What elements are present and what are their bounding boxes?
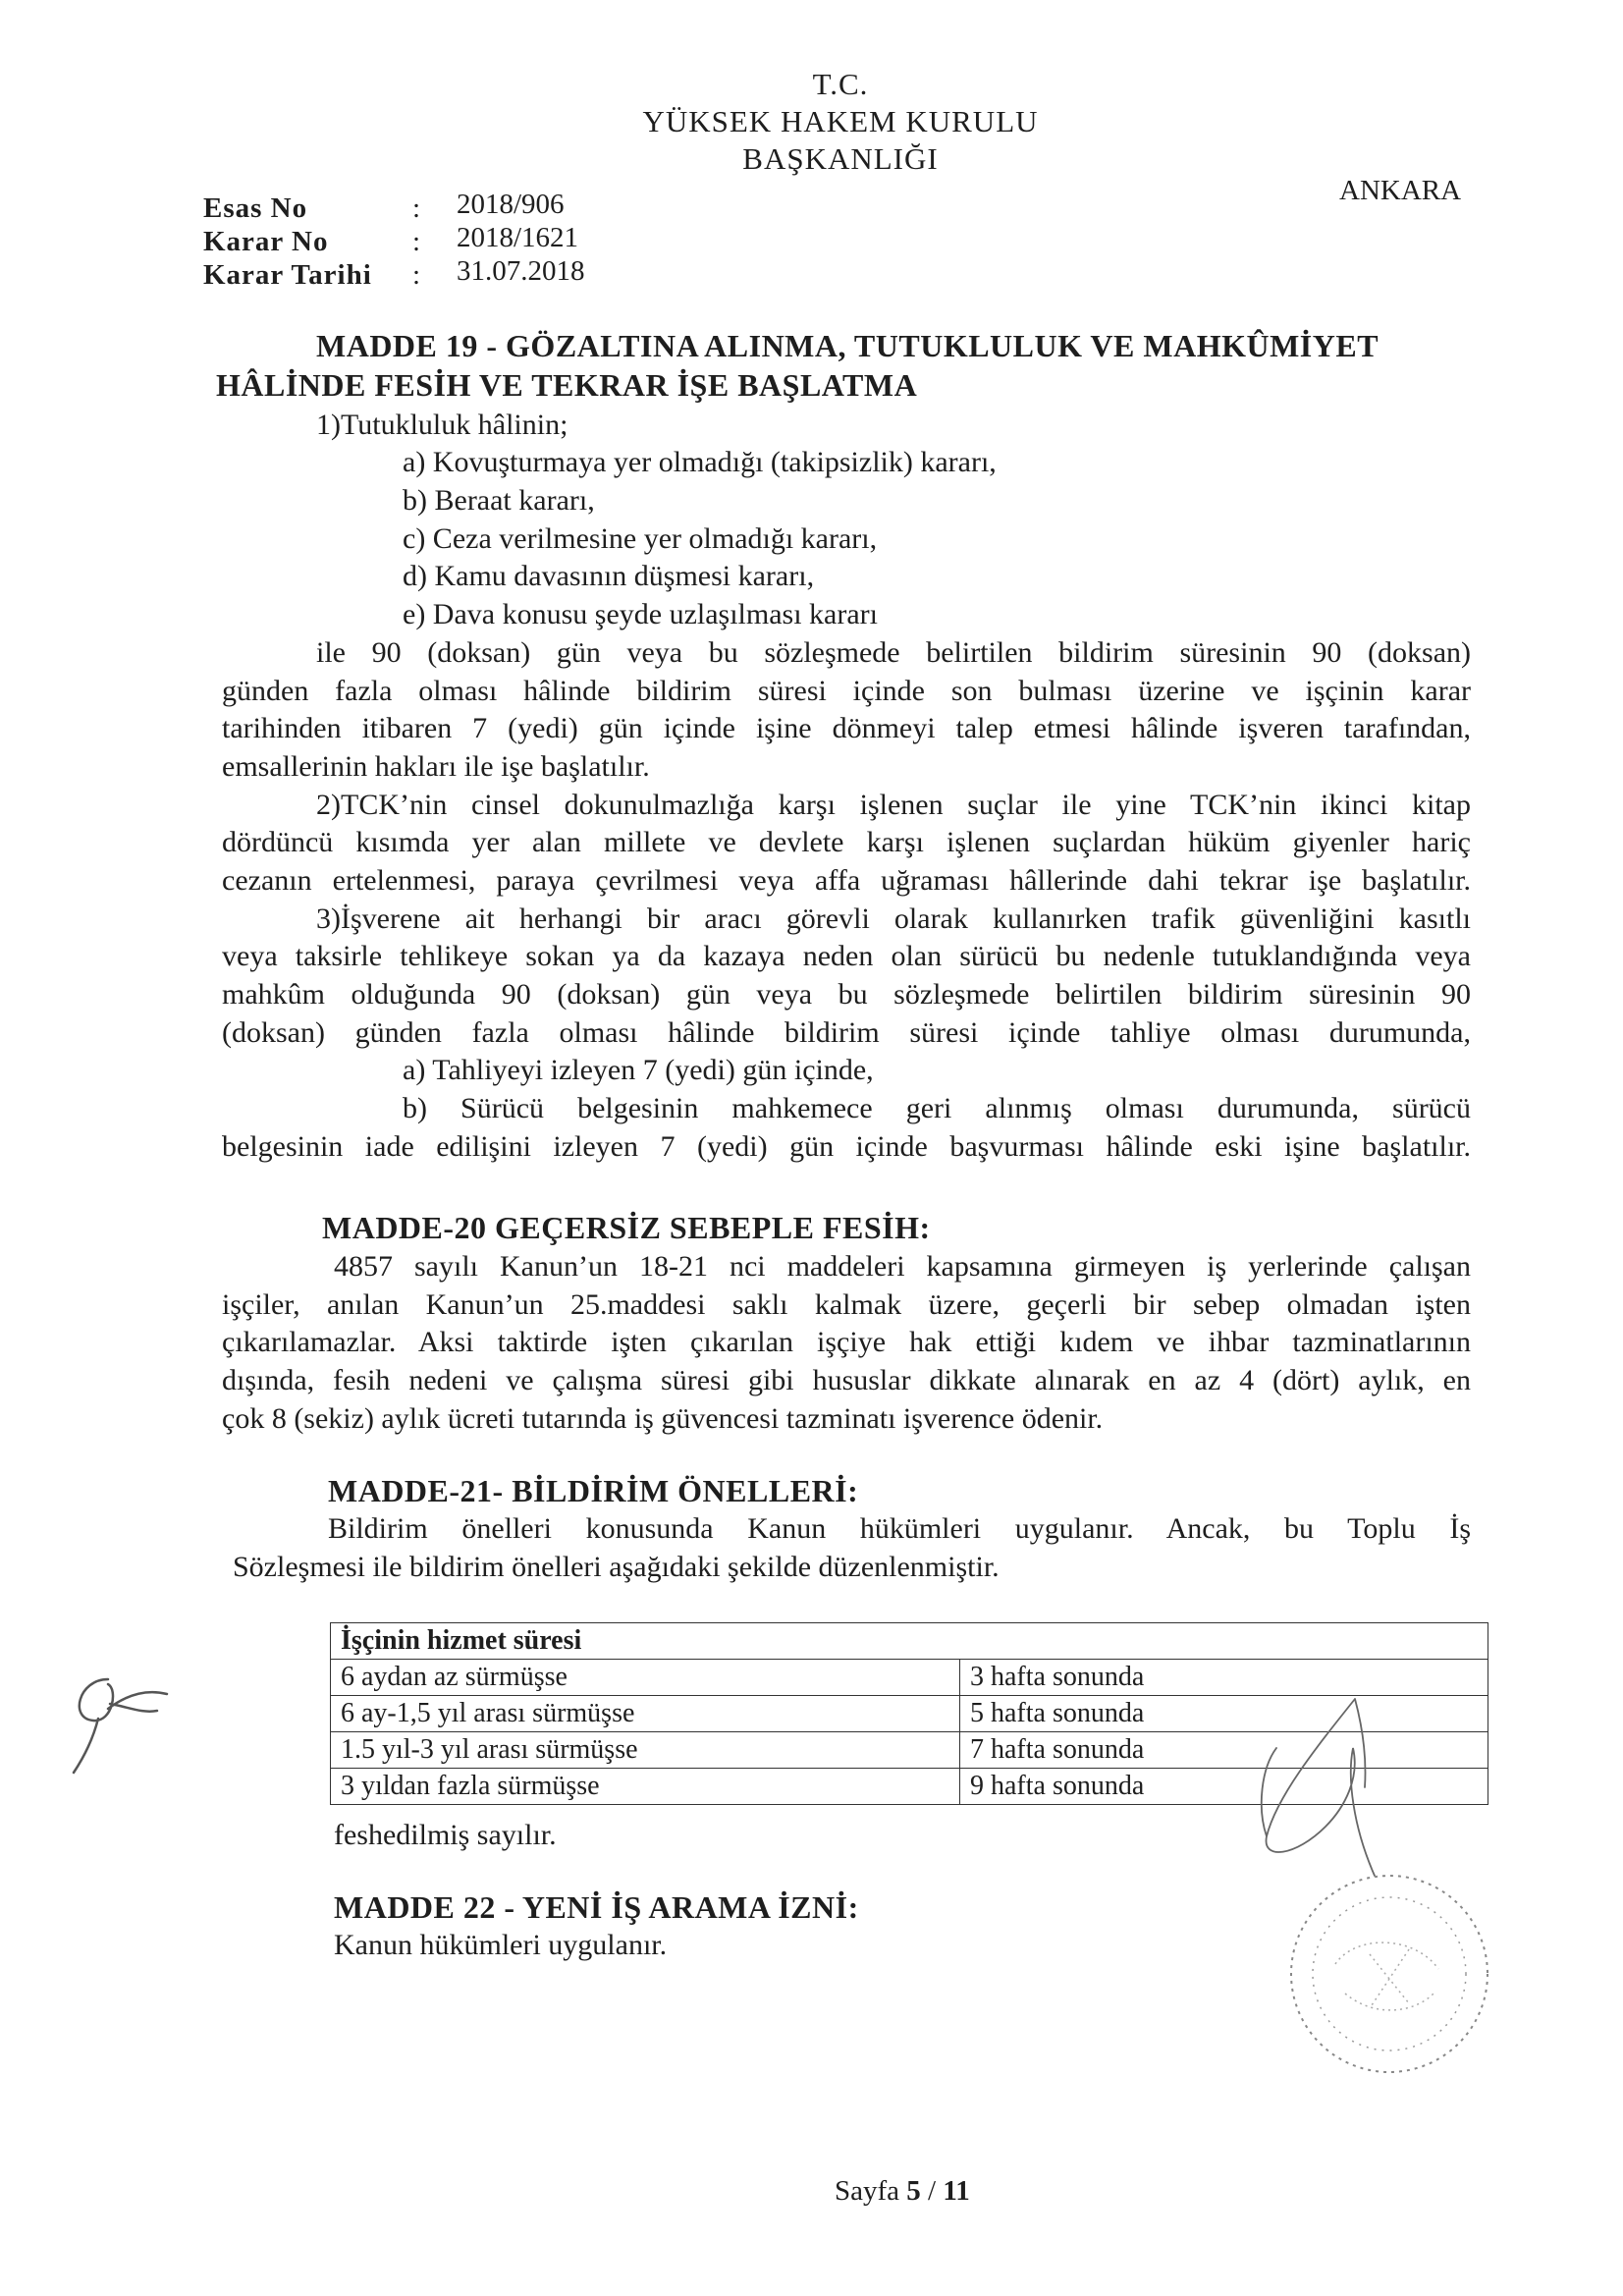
karar-tarihi-label: Karar Tarihi — [203, 259, 372, 291]
madde-20-line-2: işçiler, anılan Kanun’un 25.maddesi saklı kalmak üzere, geçerli bir sebep olmadan işten — [222, 1288, 1471, 1321]
madde-19-heading-line-1: MADDE 19 - GÖZALTINA ALINMA, TUTUKLULUK VE MAHKÛMİYET — [316, 328, 1380, 363]
madde-19-p1-line-3: tarihinden itibaren 7 (yedi) gün içinde işine dönmeyi talep etmesi hâlinde işveren tarafından, — [222, 712, 1471, 744]
madde-20-line-3: çıkarılamazlar. Aksi taktirde işten çıkarılan işçiye hak ettiği kıdem ve ihbar tazminatlarının — [222, 1326, 1471, 1358]
country-heading: T.C. — [812, 67, 869, 101]
madde-19-p3-item-b: b) Sürücü belgesinin mahkemece geri alınmış olması durumunda, sürücü — [403, 1092, 1471, 1124]
notice-period-cell: 5 hafta sonunda — [960, 1696, 1488, 1732]
left-initials-signature — [39, 1660, 177, 1787]
notice-period-cell: 9 hafta sonunda — [960, 1769, 1488, 1805]
table-header-cell: İşçinin hizmet süresi — [331, 1623, 1488, 1660]
madde-19-p3-line-1: 3)İşverene ait herhangi bir aracı görevli olarak kullanırken trafik güvenliğini kasıtlı — [316, 902, 1471, 935]
madde-19-heading-line-2: HÂLİNDE FESİH VE TEKRAR İŞE BAŞLATMA — [216, 367, 918, 403]
esas-no-value: 2018/906 — [457, 189, 565, 220]
madde-19-p3-line-4: (doksan) günden fazla olması hâlinde bildirim süresi içinde tahliye olması durumunda, — [222, 1016, 1471, 1049]
madde-19-p1-line-4: emsallerinin hakları ile işe başlatılır. — [222, 750, 650, 783]
madde-19-p2-line-1: 2)TCK’nin cinsel dokunulmazlığa karşı işlenen suçlar ile yine TCK’nin ikinci kitap — [316, 789, 1471, 821]
table-header-row — [331, 1623, 1488, 1660]
office-heading: BAŞKANLIĞI — [742, 141, 939, 176]
madde-19-p3-line-5: belgesinin iade edilişini izleyen 7 (yedi) gün içinde başvurması hâlinde eski işine başlatılır. — [222, 1130, 1471, 1163]
esas-no-colon: : — [412, 192, 421, 224]
madde-19-p1-item-d: d) Kamu davasının düşmesi kararı, — [403, 560, 815, 592]
official-stamp — [1276, 1846, 1502, 2102]
madde-20-heading: MADDE-20 GEÇERSİZ SEBEPLE FESİH: — [322, 1210, 931, 1245]
madde-21-heading: MADDE-21- BİLDİRİM ÖNELLERİ: — [328, 1473, 859, 1508]
page-current: 5 — [906, 2175, 921, 2207]
page-total: 11 — [943, 2175, 970, 2207]
notice-period-cell: 7 hafta sonunda — [960, 1732, 1488, 1769]
madde-20-line-4: dışında, fesih nedeni ve çalışma süresi gibi hususlar dikkate alınarak en az 4 (dört) aylık, en — [222, 1364, 1471, 1396]
institution-heading: YÜKSEK HAKEM KURULU — [642, 104, 1039, 138]
madde-20-line-1: 4857 sayılı Kanun’un 18-21 nci maddeleri kapsamına girmeyen iş yerlerinde çalışan — [334, 1250, 1471, 1283]
madde-19-p1-item-b: b) Beraat kararı, — [403, 484, 595, 517]
madde-21-line-2: Sözleşmesi ile bildirim önelleri aşağıdaki şekilde düzenlenmiştir. — [233, 1551, 1000, 1583]
service-duration-cell: 6 aydan az sürmüşse — [331, 1660, 960, 1696]
esas-no-label: Esas No — [203, 192, 308, 224]
madde-19-p1-item-c: c) Ceza verilmesine yer olmadığı kararı, — [403, 522, 878, 555]
madde-19-p1-line-1: ile 90 (doksan) gün veya bu sözleşmede belirtilen bildirim süresinin 90 (doksan) — [316, 636, 1471, 669]
madde-21-after-table: feshedilmiş sayılır. — [334, 1819, 557, 1851]
page-separator: / — [928, 2175, 937, 2207]
karar-no-value: 2018/1621 — [457, 222, 579, 253]
madde-19-p1-item-a: a) Kovuşturmaya yer olmadığı (takipsizlik) kararı, — [403, 446, 997, 478]
madde-21-line-1: Bildirim önelleri konusunda Kanun hükümleri uygulanır. Ancak, bu Toplu İş — [328, 1512, 1471, 1545]
madde-19-p3-line-3: mahkûm olduğunda 90 (doksan) gün veya bu sözleşmede belirtilen bildirim süresinin 90 — [222, 978, 1471, 1011]
madde-19-p1-line-2: günden fazla olması hâlinde bildirim süresi içinde son bulması üzerine ve işçinin karar — [222, 675, 1471, 707]
madde-20-line-5: çok 8 (sekiz) aylık ücreti tutarında iş güvencesi tazminatı işverence ödenir. — [222, 1402, 1104, 1435]
city-label: ANKARA — [1339, 175, 1462, 206]
karar-no-colon: : — [412, 226, 421, 257]
madde-22-heading: MADDE 22 - YENİ İŞ ARAMA İZNİ: — [334, 1889, 859, 1925]
madde-19-p3-line-2: veya taksirle tehlikeye sokan ya da kazaya neden olan sürücü bu nedenle tutuklandığında veya — [222, 940, 1471, 972]
page-label: Sayfa — [835, 2175, 900, 2207]
madde-19-p2-line-3: cezanın ertelenmesi, paraya çevrilmesi veya affa uğraması hâllerinde dahi tekrar işe başlatılır. — [222, 864, 1471, 897]
madde-19-p1-item-e: e) Dava konusu şeyde uzlaşılması kararı — [403, 598, 878, 630]
notice-period-cell: 3 hafta sonunda — [960, 1660, 1488, 1696]
madde-19-p1-intro: 1)Tutukluluk hâlinin; — [316, 409, 568, 441]
karar-tarihi-value: 31.07.2018 — [457, 255, 585, 287]
karar-tarihi-colon: : — [412, 259, 421, 291]
madde-19-p3-item-a: a) Tahliyeyi izleyen 7 (yedi) gün içinde, — [403, 1054, 874, 1086]
page-number — [835, 2175, 970, 2208]
madde-22-line-1: Kanun hükümleri uygulanır. — [334, 1929, 668, 1961]
karar-no-label: Karar No — [203, 226, 329, 257]
service-duration-cell: 3 yıldan fazla sürmüşse — [331, 1769, 960, 1805]
madde-19-p2-line-2: dördüncü kısımda yer alan millete ve devlete karşı işlenen suçlardan hüküm giyenler hariç — [222, 826, 1471, 858]
service-duration-cell: 1.5 yıl-3 yıl arası sürmüşse — [331, 1732, 960, 1769]
service-duration-cell: 6 ay-1,5 yıl arası sürmüşse — [331, 1696, 960, 1732]
